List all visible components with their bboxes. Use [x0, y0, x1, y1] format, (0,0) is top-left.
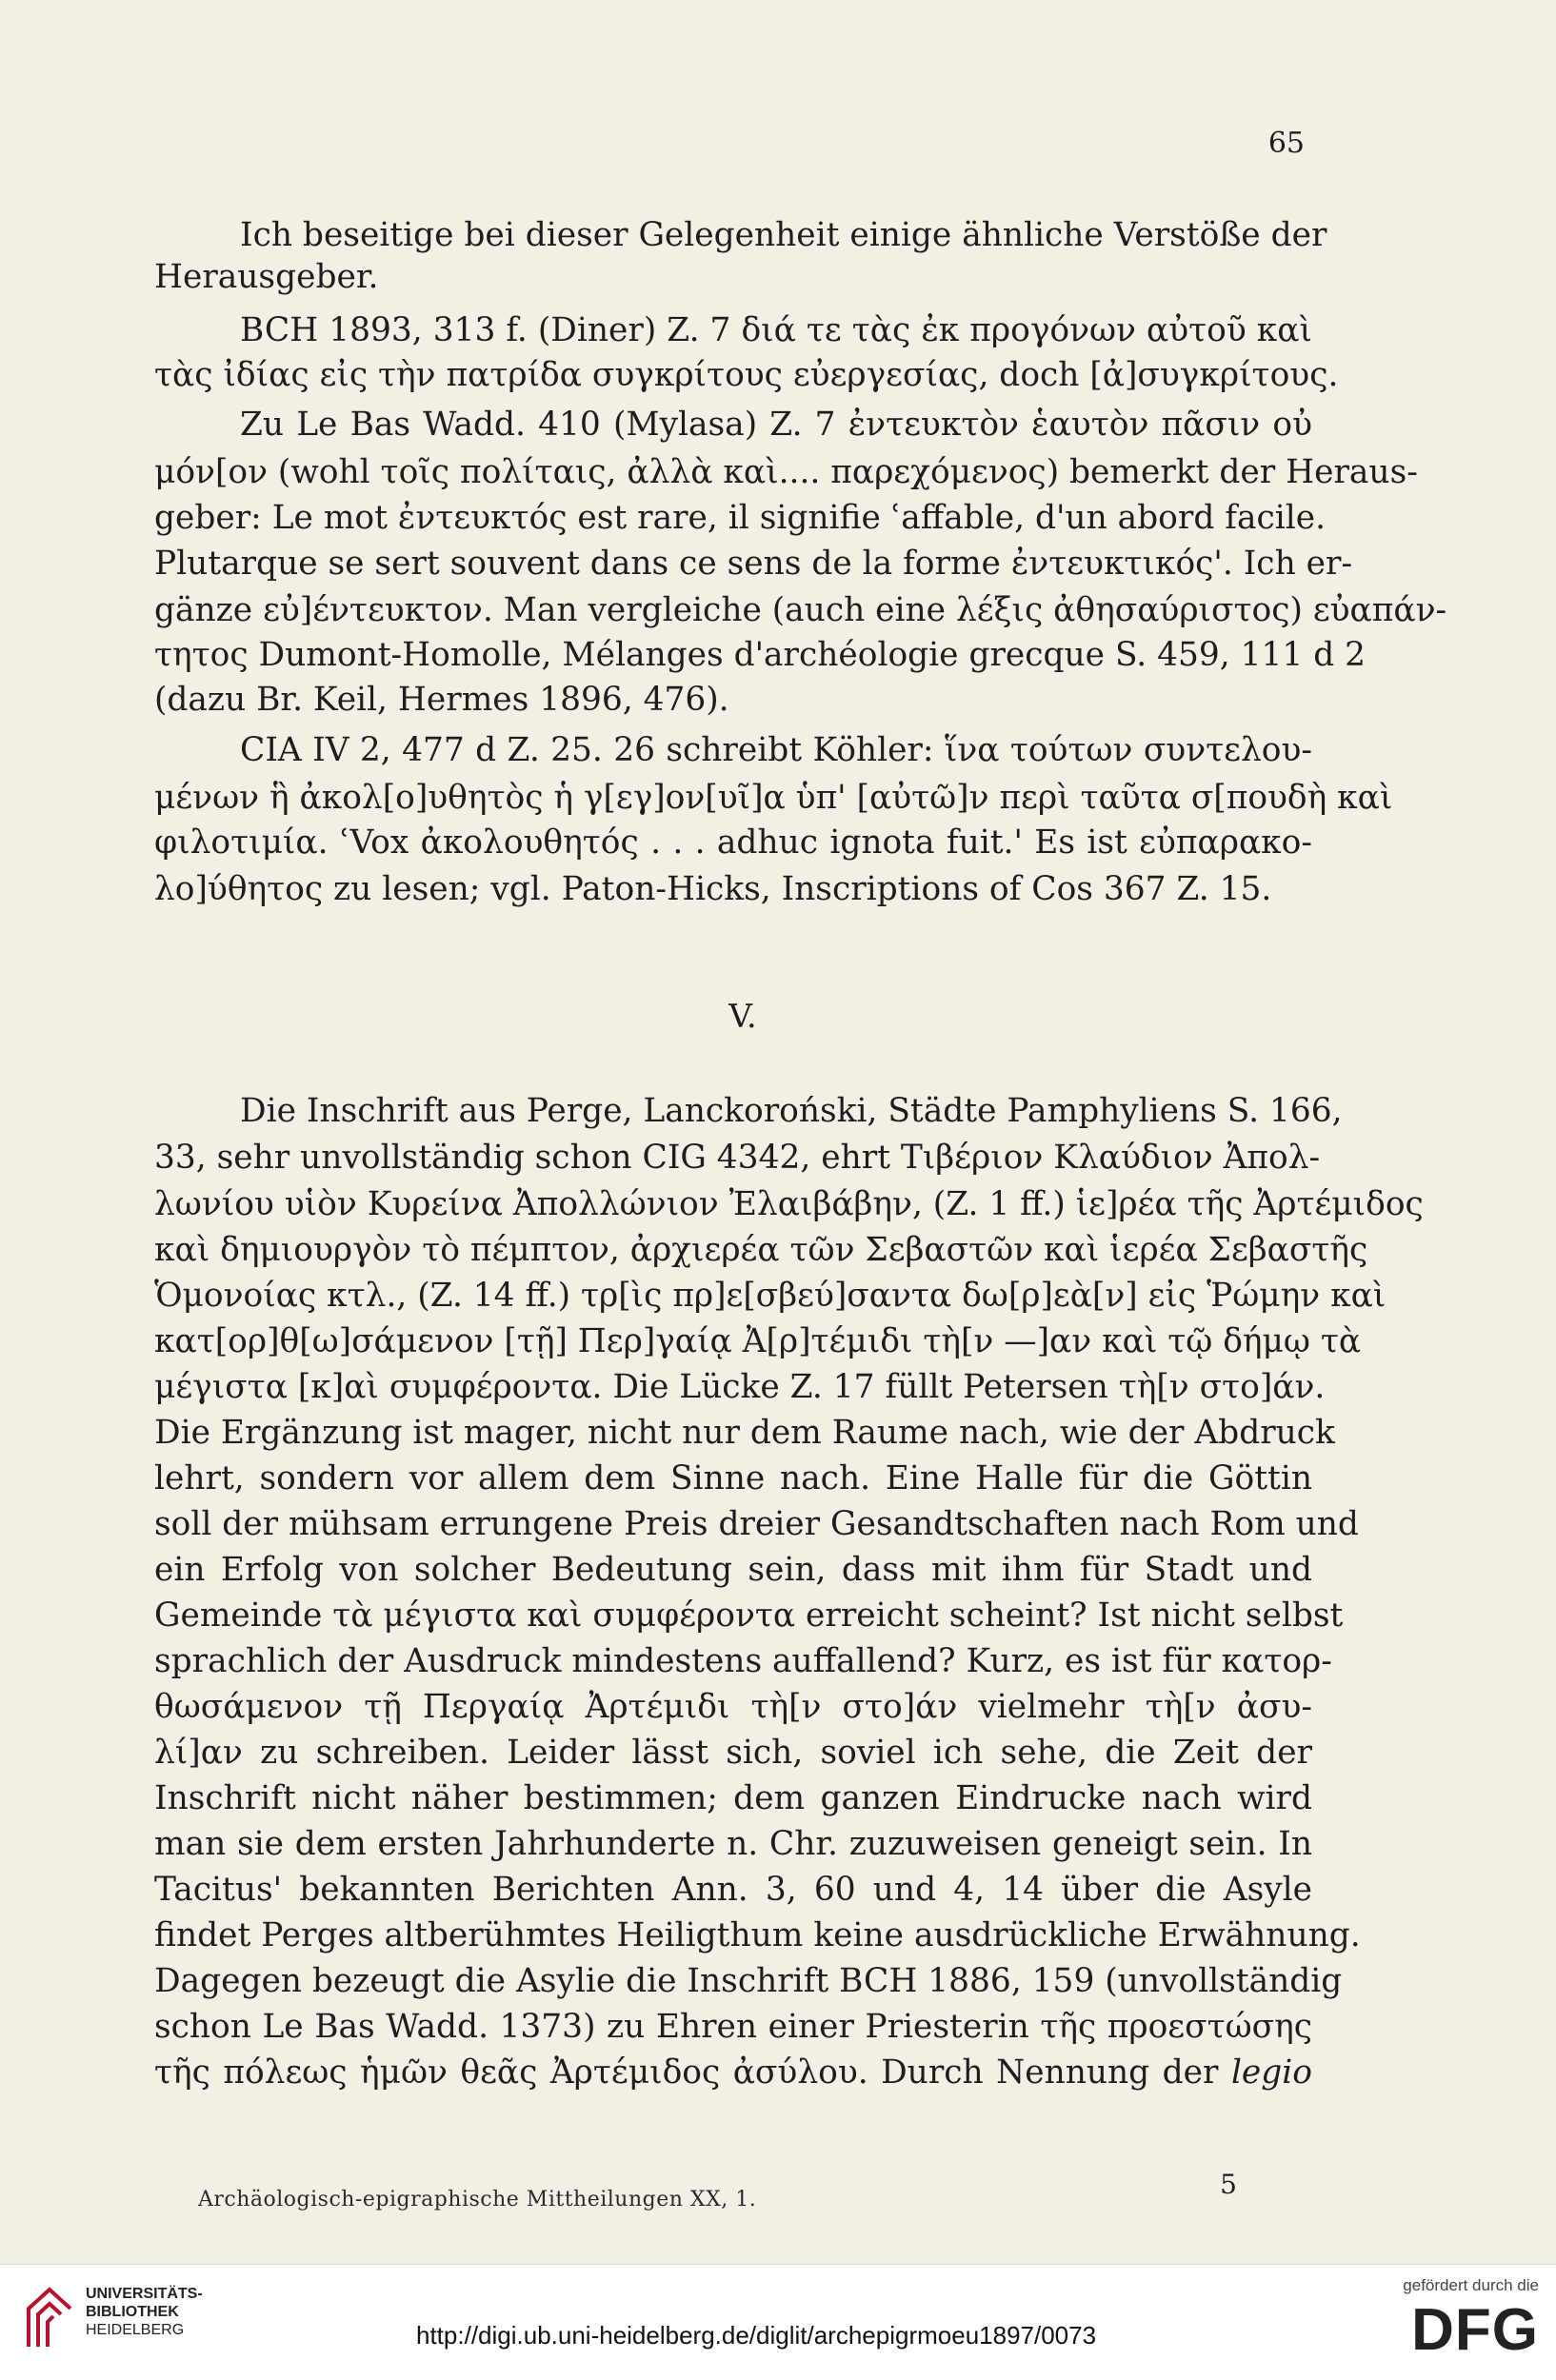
- library-name: [86, 2285, 203, 2339]
- text-line: [154, 2053, 1312, 2092]
- text-line: lehrt, sondern vor allem dem Sinne nach. Eine Halle für die Göttin: [154, 1459, 1312, 1497]
- text-line: Die Inschrift aus Perge, Lanckoroński, Städte Pamphyliens S. 166,: [240, 1092, 1343, 1130]
- text-line: τητος Dumont-Homolle, Mélanges d'archéologie grecque S. 459, 111 d 2: [154, 636, 1366, 674]
- text-line: Ich beseitige bei dieser Gelegenheit einige ähnliche Verstöße der: [240, 216, 1327, 254]
- text-line: μέγιστα [κ]αὶ συμφέροντα. Die Lücke Z. 17 füllt Petersen τὴ[ν στο]άν.: [154, 1368, 1326, 1406]
- text-line: gänze εὐ]έντευκτον. Man vergleiche (auch eine λέξις ἀθησαύριστος) εὐαπάν-: [154, 591, 1447, 629]
- permalink-url[interactable]: http://digi.ub.uni-heidelberg.de/diglit/archepigrmoeu1897/0073: [416, 2321, 1097, 2350]
- text-line: 33, sehr unvollständig schon CIG 4342, ehrt Τιβέριον Κλαύδιον Ἀπολ-: [154, 1139, 1321, 1177]
- signature-mark: 5: [1220, 2169, 1237, 2200]
- text-line: Zu Le Bas Wadd. 410 (Mylasa) Z. 7 ἐντευκτὸν ἑαυτὸν πᾶσιν οὐ: [240, 406, 1312, 444]
- text-line: θωσάμενον τῇ Περγαίᾳ Ἀρτέμιδι τὴ[ν στο]άν vielmehr τὴ[ν ἀσυ-: [154, 1688, 1312, 1726]
- text-line: ein Erfolg von solcher Bedeutung sein, dass mit ihm für Stadt und: [154, 1551, 1312, 1589]
- text-line: Plutarque se sert souvent dans ce sens de la forme ἐντευκτικός'. Ich er-: [154, 545, 1353, 583]
- library-name-line: HEIDELBERG: [86, 2322, 185, 2338]
- text-line: τὰς ἰδίας εἰς τὴν πατρίδα συγκρίτους εὐεργεσίας, doch [ἀ]συγκρίτους.: [154, 356, 1339, 394]
- text-line: schon Le Bas Wadd. 1373) zu Ehren einer Priesterin τῆς προεστώσης: [154, 2008, 1312, 2046]
- text-line: Tacitus' bekannten Berichten Ann. 3, 60 und 4, 14 über die Asyle: [154, 1871, 1312, 1909]
- text-line: κατ[ορ]θ[ω]σάμενον [τῇ] Περ]γαίᾳ Ἀ[ρ]τέμιδι τὴ[ν —]αν καὶ τῷ δήμῳ τὰ: [154, 1322, 1362, 1360]
- text-line: καὶ δημιουργὸν τὸ πέμπτον, ἀρχιερέα τῶν Σεβαστῶν καὶ ἱερέα Σεβαστῆς: [154, 1231, 1368, 1269]
- text-line: CIA IV 2, 477 d Z. 25. 26 schreibt Köhler: ἵνα τούτων συντελου-: [240, 731, 1312, 769]
- text-line: Die Ergänzung ist mager, nicht nur dem Raume nach, wie der Abdruck: [154, 1414, 1335, 1452]
- text-line: λωνίου υἱὸν Κυρείνα Ἀπολλώνιον Ἐλαιβάβην, (Z. 1 ff.) ἱε]ρέα τῆς Ἀρτέμιδος: [154, 1185, 1424, 1223]
- text-line: Ὁμονοίας κτλ., (Z. 14 ff.) τρ[ὶς πρ]ε[σβεύ]σαντα δω[ρ]εὰ[ν] εἰς Ῥώμην καὶ: [154, 1277, 1386, 1315]
- text-line: BCH 1893, 313 f. (Diner) Z. 7 διά τε τὰς ἐκ προγόνων αὐτοῦ καὶ: [240, 311, 1312, 349]
- text-line-body: τῆς πόλεως ἡμῶν θεᾶς Ἀρτέμιδος ἀσύλου. Durch Nennung der: [154, 2053, 1219, 2092]
- library-name-line: UNIVERSITÄTS-: [86, 2286, 203, 2302]
- text-line: sprachlich der Ausdruck mindestens auffallend? Kurz, es ist für κατορ-: [154, 1642, 1332, 1680]
- text-line: λί]αν zu schreiben. Leider lässt sich, soviel ich sehe, die Zeit der: [154, 1734, 1312, 1772]
- dfg-logo: DFG: [1411, 2297, 1539, 2363]
- section-number: V.: [728, 998, 757, 1036]
- text-line: geber: Le mot ἐντευκτός est rare, il signifie ʿaffable, d'un abord facile.: [154, 499, 1327, 537]
- text-line: λο]ύθητος zu lesen; vgl. Paton-Hicks, Inscriptions of Cos 367 Z. 15.: [154, 870, 1272, 908]
- journal-footer: Archäologisch-epigraphische Mittheilungen XX, 1.: [198, 2188, 757, 2211]
- text-line: (dazu Br. Keil, Hermes 1896, 476).: [154, 681, 729, 719]
- text-line: findet Perges altberühmtes Heiligthum keine ausdrückliche Erwähnung.: [154, 1916, 1361, 1954]
- italic-word: legio: [1230, 2053, 1313, 2092]
- text-line: soll der mühsam errungene Preis dreier Gesandtschaften nach Rom und: [154, 1505, 1359, 1543]
- library-name-line: BIBLIOTHEK: [86, 2304, 179, 2320]
- text-line: Herausgeber.: [154, 258, 379, 296]
- text-line: Dagegen bezeugt die Asylie die Inschrift BCH 1886, 159 (unvollständig: [154, 1962, 1343, 2000]
- text-line: Gemeinde τὰ μέγιστα καὶ συμφέροντα erreicht scheint? Ist nicht selbst: [154, 1597, 1344, 1635]
- text-line: man sie dem ersten Jahrhunderte n. Chr. zuzuweisen geneigt sein. In: [154, 1825, 1312, 1863]
- text-line: Inschrift nicht näher bestimmen; dem ganzen Eindrucke nach wird: [154, 1779, 1312, 1817]
- text-line: μένων ἣ ἀκολ[ο]υθητὸς ἡ γ[εγ]ον[υῖ]α ὑπ' [αὐτῶ]ν περὶ ταῦτα σ[πουδὴ καὶ: [154, 779, 1393, 817]
- funded-by-text: gefördert durch die: [1403, 2276, 1539, 2294]
- university-library-logo-icon: [21, 2280, 78, 2354]
- text-line: φιλοτιμία. ʿVox ἀκολουθητός . . . adhuc ignota fuit.' Es ist εὐπαρακο-: [154, 823, 1312, 862]
- page-number: 65: [1267, 127, 1305, 160]
- text-line: μόν[ον (wohl τοῖς πολίταις, ἀλλὰ καὶ.... παρεχόμενος) bemerkt der Heraus-: [154, 453, 1418, 491]
